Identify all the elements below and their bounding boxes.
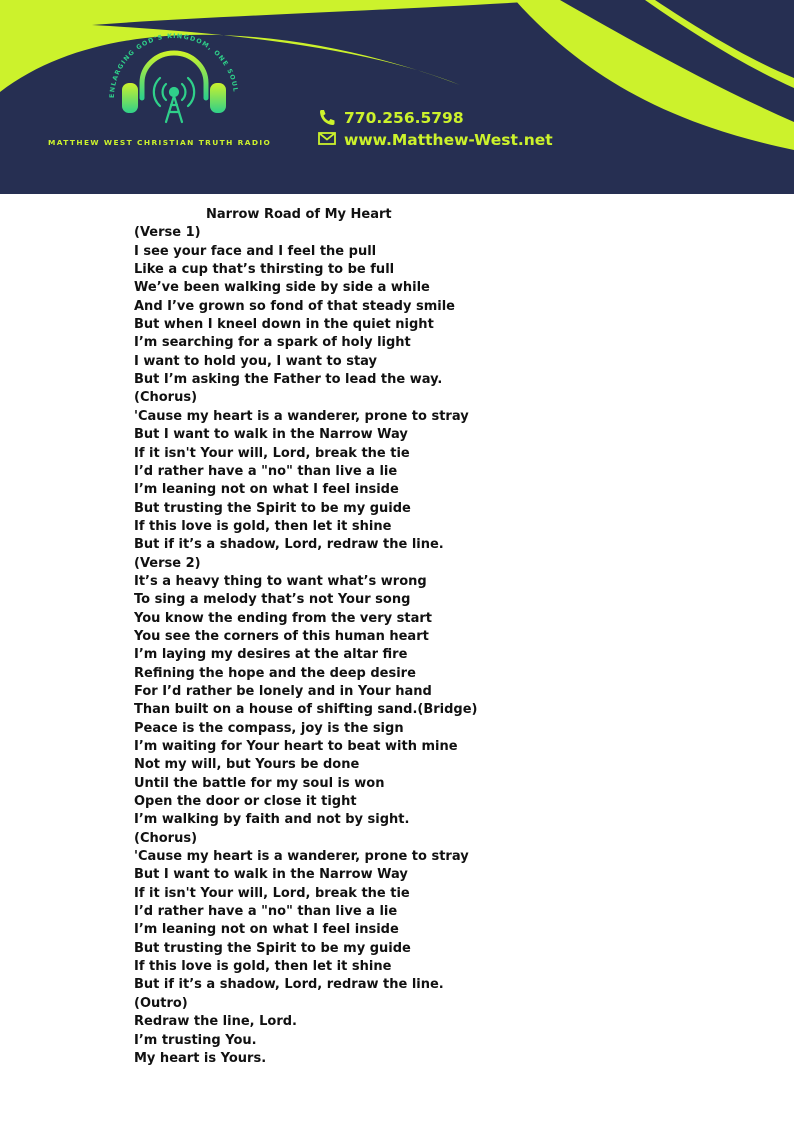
lyric-line: And I’ve grown so fond of that steady smile — [134, 298, 456, 314]
lyric-line: If it isn't Your will, Lord, break the tie — [134, 445, 410, 461]
lyric-line: I’m trusting You. — [134, 1032, 257, 1048]
lyric-line: (Verse 1) — [134, 225, 201, 241]
lyric-line: Refining the hope and the deep desire — [134, 665, 416, 681]
lyric-line: I’m searching for a spark of holy light — [134, 335, 411, 351]
lyric-line: I’d rather have a "no" than live a lie — [134, 463, 398, 479]
lyric-line: Than built on a house of shifting sand.(Bridge) — [134, 702, 478, 718]
lyric-line: Open the door or close it tight — [134, 794, 357, 810]
lyric-line: But trusting the Spirit to be my guide — [134, 500, 411, 516]
lyric-line: To sing a melody that’s not Your song — [134, 592, 411, 608]
lyric-line: I’d rather have a "no" than live a lie — [134, 904, 398, 920]
logo-arc-text: ENLARGING GOD'S KINGDOM, ONE SOUL — [108, 32, 239, 99]
lyric-line: I’m waiting for Your heart to beat with mine — [134, 739, 458, 755]
lyric-line: I’m walking by faith and not by sight. — [134, 812, 410, 828]
lyric-line: But I want to walk in the Narrow Way — [134, 427, 408, 443]
song-lyrics — [134, 206, 694, 1068]
lyric-line: 'Cause my heart is a wanderer, prone to stray — [134, 849, 469, 865]
lyric-line: But trusting the Spirit to be my guide — [134, 940, 411, 956]
lyric-line: (Chorus) — [134, 830, 198, 846]
lyric-line: But I’m asking the Father to lead the way. — [134, 372, 443, 388]
lyric-line: But when I kneel down in the quiet night — [134, 317, 434, 333]
lyric-line: If this love is gold, then let it shine — [134, 959, 392, 975]
station-logo — [100, 28, 250, 136]
song-title: Narrow Road of My Heart — [206, 207, 392, 222]
station-name: MATTHEW WEST CHRISTIAN TRUTH RADIO — [48, 138, 272, 147]
lyric-line: I’m laying my desires at the altar fire — [134, 647, 408, 663]
phone-number: 770.256.5798 — [344, 109, 464, 127]
lyric-line: 'Cause my heart is a wanderer, prone to stray — [134, 408, 469, 424]
phone-contact — [318, 109, 464, 127]
lyric-line: You see the corners of this human heart — [134, 628, 429, 644]
lyric-line: You know the ending from the very start — [134, 610, 432, 626]
lyric-line: I want to hold you, I want to stay — [134, 353, 378, 369]
website-link[interactable]: www.Matthew-West.net — [344, 131, 553, 149]
lyric-line: If it isn't Your will, Lord, break the tie — [134, 885, 410, 901]
envelope-icon — [318, 131, 338, 147]
lyric-line: My heart is Yours. — [134, 1050, 267, 1066]
radio-tower-icon — [154, 78, 194, 122]
lyric-line: But I want to walk in the Narrow Way — [134, 867, 408, 883]
lyric-line: Redraw the line, Lord. — [134, 1014, 297, 1030]
lyric-line: Not my will, but Yours be done — [134, 757, 360, 773]
lyric-line: I see your face and I feel the pull — [134, 243, 377, 259]
lyric-line: (Outro) — [134, 995, 188, 1011]
lyric-line: (Verse 2) — [134, 555, 201, 571]
lyric-line: I’m leaning not on what I feel inside — [134, 922, 399, 938]
website-contact — [318, 131, 553, 149]
lyric-line: For I’d rather be lonely and in Your hand — [134, 683, 432, 699]
lyric-line: But if it’s a shadow, Lord, redraw the line. — [134, 977, 444, 993]
lyric-line: Until the battle for my soul is won — [134, 775, 385, 791]
letterhead-header — [0, 0, 794, 194]
lyric-line: I’m leaning not on what I feel inside — [134, 482, 399, 498]
lyric-lines — [134, 224, 694, 1068]
lyric-line: Peace is the compass, joy is the sign — [134, 720, 404, 736]
lyric-line: Like a cup that’s thirsting to be full — [134, 262, 395, 278]
lyric-line: If this love is gold, then let it shine — [134, 518, 392, 534]
lyric-line: But if it’s a shadow, Lord, redraw the line. — [134, 537, 444, 553]
lyric-line: (Chorus) — [134, 390, 198, 406]
lyric-line: We’ve been walking side by side a while — [134, 280, 430, 296]
lyric-line: It’s a heavy thing to want what’s wrong — [134, 573, 427, 589]
phone-icon — [318, 109, 338, 125]
